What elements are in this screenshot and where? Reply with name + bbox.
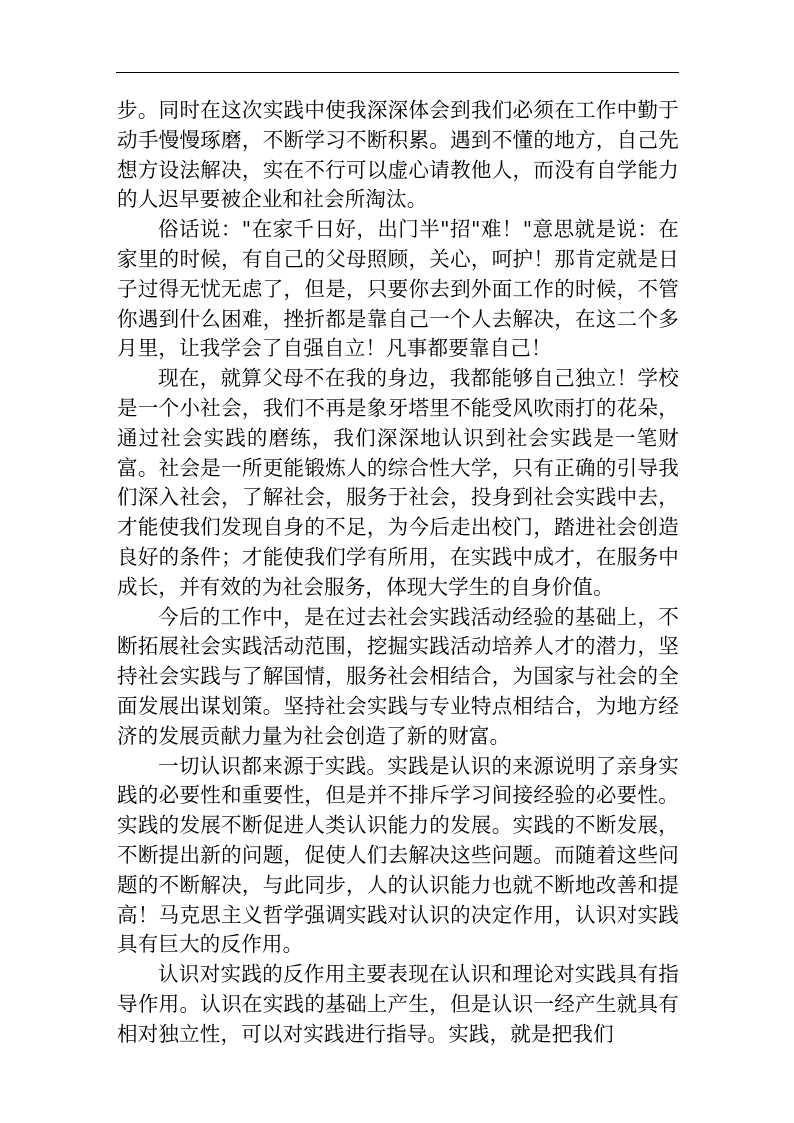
header-rule: [116, 72, 679, 73]
paragraph-2: 俗话说："在家千日好，出门半"招"难！"意思就是说：在家里的时候，有自己的父母照顾，关心，呵护！那肯定就是日子过得无忧无虑了，但是，只要你去到外面工作的时候，不管你遇到什么困难，挫折都是靠自己一个人去解决，在这二个多月里，让我学会了自强自立！凡事都要靠自己！: [117, 217, 679, 361]
paragraph-5: 一切认识都来源于实践。实践是认识的来源说明了亲身实践的必要性和重要性，但是并不排斥学习间接经验的必要性。实践的发展不断促进人类认识能力的发展。实践的不断发展，不断提出新的问题，促使人们去解决这些问题。而随着这些问题的不断解决，与此同步，人的认识能力也就不断地改善和提高！马克思主义哲学强调实践对认识的决定作用，认识对实践具有巨大的反作用。: [117, 753, 679, 957]
paragraph-1: 步。同时在这次实践中使我深深体会到我们必须在工作中勤于动手慢慢琢磨，不断学习不断积累。遇到不懂的地方，自己先想方设法解决，实在不行可以虚心请教他人，而没有自学能力的人迟早要被企业和社会所淘汰。: [117, 98, 679, 212]
paragraph-6: 认识对实践的反作用主要表现在认识和理论对实践具有指导作用。认识在实践的基础上产生，但是认识一经产生就具有相对独立性，可以对实践进行指导。实践，就是把我们: [117, 962, 679, 1046]
paragraph-3: 现在，就算父母不在我的身边，我都能够自己独立！学校是一个小社会，我们不再是象牙塔里不能受风吹雨打的花朵，通过社会实践的磨练，我们深深地认识到社会实践是一笔财富。社会是一所更能锻炼人的综合性大学，只有正确的引导我们深入社会，了解社会，服务于社会，投身到社会实践中去，才能使我们发现自身的不足，为今后走出校门，踏进社会创造良好的条件；才能使我们学有所用，在实践中成才，在服务中成长，并有效的为社会服务，体现大学生的自身价值。: [117, 366, 679, 599]
paragraph-4: 今后的工作中，是在过去社会实践活动经验的基础上，不断拓展社会实践活动范围，挖掘实践活动培养人才的潜力，坚持社会实践与了解国情，服务社会相结合，为国家与社会的全面发展出谋划策。坚持社会实践与专业特点相结合，为地方经济的发展贡献力量为社会创造了新的财富。: [117, 604, 679, 748]
document-body: [117, 96, 679, 1050]
